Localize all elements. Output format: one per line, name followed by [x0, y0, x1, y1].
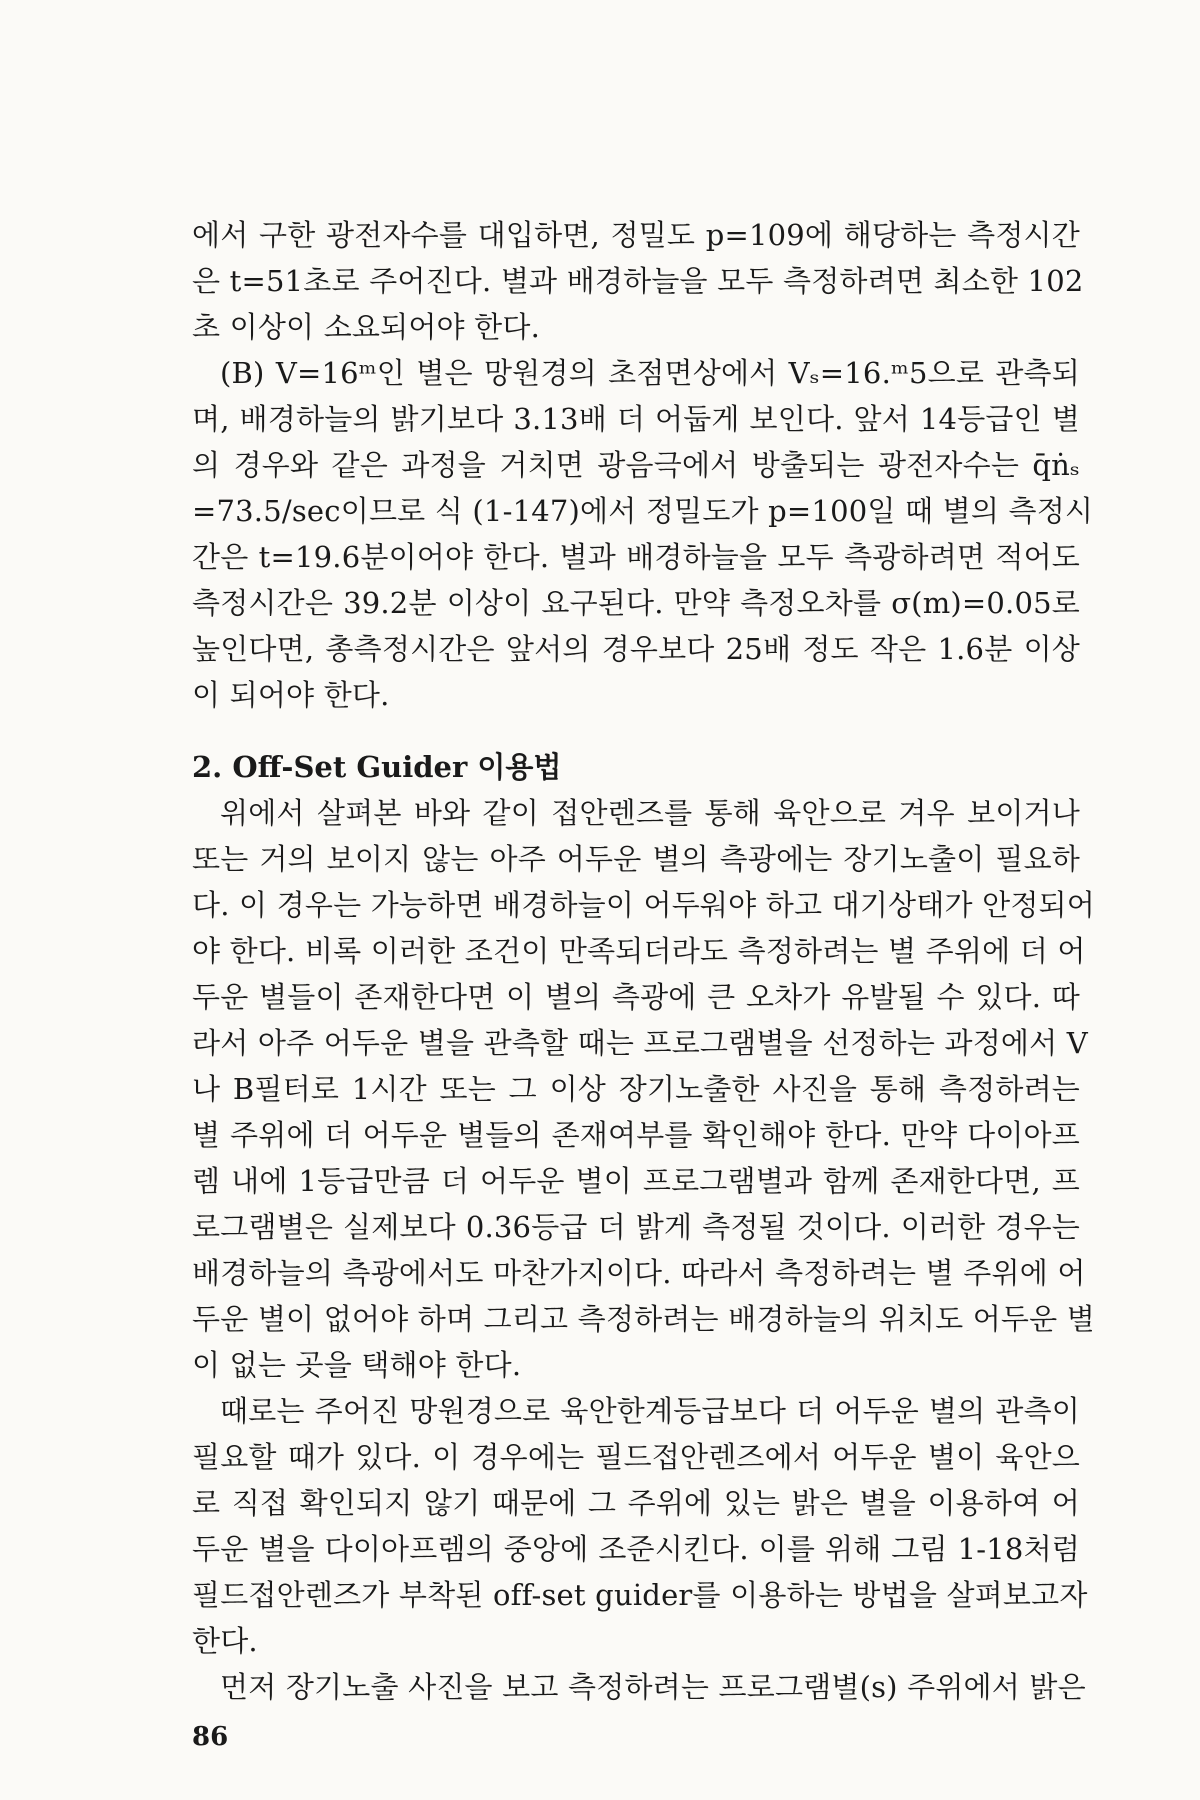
text-line: 먼저 장기노출 사진을 보고 측정하려는 프로그램별(s) 주위에서 밝은 [220, 1670, 1086, 1704]
text-line: =73.5/sec이므로 식 (1-147)에서 정밀도가 p=100일 때 별의 측정시 [192, 494, 1094, 528]
text-line: 나 B필터로 1시간 또는 그 이상 장기노출한 사진을 통해 측정하려는 [192, 1072, 1080, 1106]
section-heading: 2. Off-Set Guider 이용법 [192, 750, 562, 784]
text-line: 간은 t=19.6분이어야 한다. 별과 배경하늘을 모두 측광하려면 적어도 [192, 540, 1080, 574]
text-line: 때로는 주어진 망원경으로 육안한계등급보다 더 어두운 별의 관측이 [220, 1394, 1080, 1428]
text-line: 두운 별이 없어야 하며 그리고 측정하려는 배경하늘의 위치도 어두운 별 [192, 1302, 1095, 1336]
text-line: 필드접안렌즈가 부착된 off-set guider를 이용하는 방법을 살펴보고자 [192, 1578, 1088, 1612]
text-line: 한다. [192, 1624, 258, 1658]
text-line: 며, 배경하늘의 밝기보다 3.13배 더 어둡게 보인다. 앞서 14등급인 별 [192, 402, 1080, 436]
text-line: 높인다면, 총측정시간은 앞서의 경우보다 25배 정도 작은 1.6분 이상 [192, 632, 1080, 666]
text-line: 위에서 살펴본 바와 같이 접안렌즈를 통해 육안으로 겨우 보이거나 [220, 796, 1080, 830]
paragraph-block-photometry [192, 212, 1094, 718]
text-line: 로그램별은 실제보다 0.36등급 더 밝게 측정될 것이다. 이러한 경우는 [192, 1210, 1080, 1244]
text-line: 또는 거의 보이지 않는 아주 어두운 별의 측광에는 장기노출이 필요하 [192, 842, 1080, 876]
text-line: 필요할 때가 있다. 이 경우에는 필드접안렌즈에서 어두운 별이 육안으 [192, 1440, 1080, 1474]
text-line: 두운 별을 다이아프렘의 중앙에 조준시킨다. 이를 위해 그림 1-18처럼 [192, 1532, 1080, 1566]
text-line: 은 t=51초로 주어진다. 별과 배경하늘을 모두 측정하려면 최소한 102 [192, 264, 1084, 298]
section-offset-guider [192, 744, 1095, 1710]
text-line: 배경하늘의 측광에서도 마찬가지이다. 따라서 측정하려는 별 주위에 어 [192, 1256, 1086, 1290]
text-line: (B) V=16ᵐ인 별은 망원경의 초점면상에서 Vₛ=16.ᵐ5으로 관측되 [220, 356, 1080, 390]
text-line: 측정시간은 39.2분 이상이 요구된다. 만약 측정오차를 σ(m)=0.05로 [192, 586, 1080, 620]
text-line: 이 없는 곳을 택해야 한다. [192, 1348, 522, 1382]
text-line: 라서 아주 어두운 별을 관측할 때는 프로그램별을 선정하는 과정에서 V [192, 1026, 1088, 1060]
text-line: 에서 구한 광전자수를 대입하면, 정밀도 p=109에 해당하는 측정시간 [192, 218, 1080, 252]
page-number: 86 [192, 1722, 229, 1752]
text-line: 렘 내에 1등급만큼 더 어두운 별이 프로그램별과 함께 존재한다면, 프 [192, 1164, 1080, 1198]
text-line: 이 되어야 한다. [192, 678, 390, 712]
text-line: 다. 이 경우는 가능하면 배경하늘이 어두워야 하고 대기상태가 안정되어 [192, 888, 1095, 922]
text-line: 초 이상이 소요되어야 한다. [192, 310, 541, 344]
text-line: 두운 별들이 존재한다면 이 별의 측광에 큰 오차가 유발될 수 있다. 따 [192, 980, 1080, 1014]
text-line: 야 한다. 비록 이러한 조건이 만족되더라도 측정하려는 별 주위에 더 어 [192, 934, 1086, 968]
text-line: 의 경우와 같은 과정을 거치면 광음극에서 방출되는 광전자수는 q̄ṅₛ [192, 448, 1080, 482]
text-line: 로 직접 확인되지 않기 때문에 그 주위에 있는 밝은 별을 이용하여 어 [192, 1486, 1080, 1520]
text-line: 별 주위에 더 어두운 별들의 존재여부를 확인해야 한다. 만약 다이아프 [192, 1118, 1080, 1152]
